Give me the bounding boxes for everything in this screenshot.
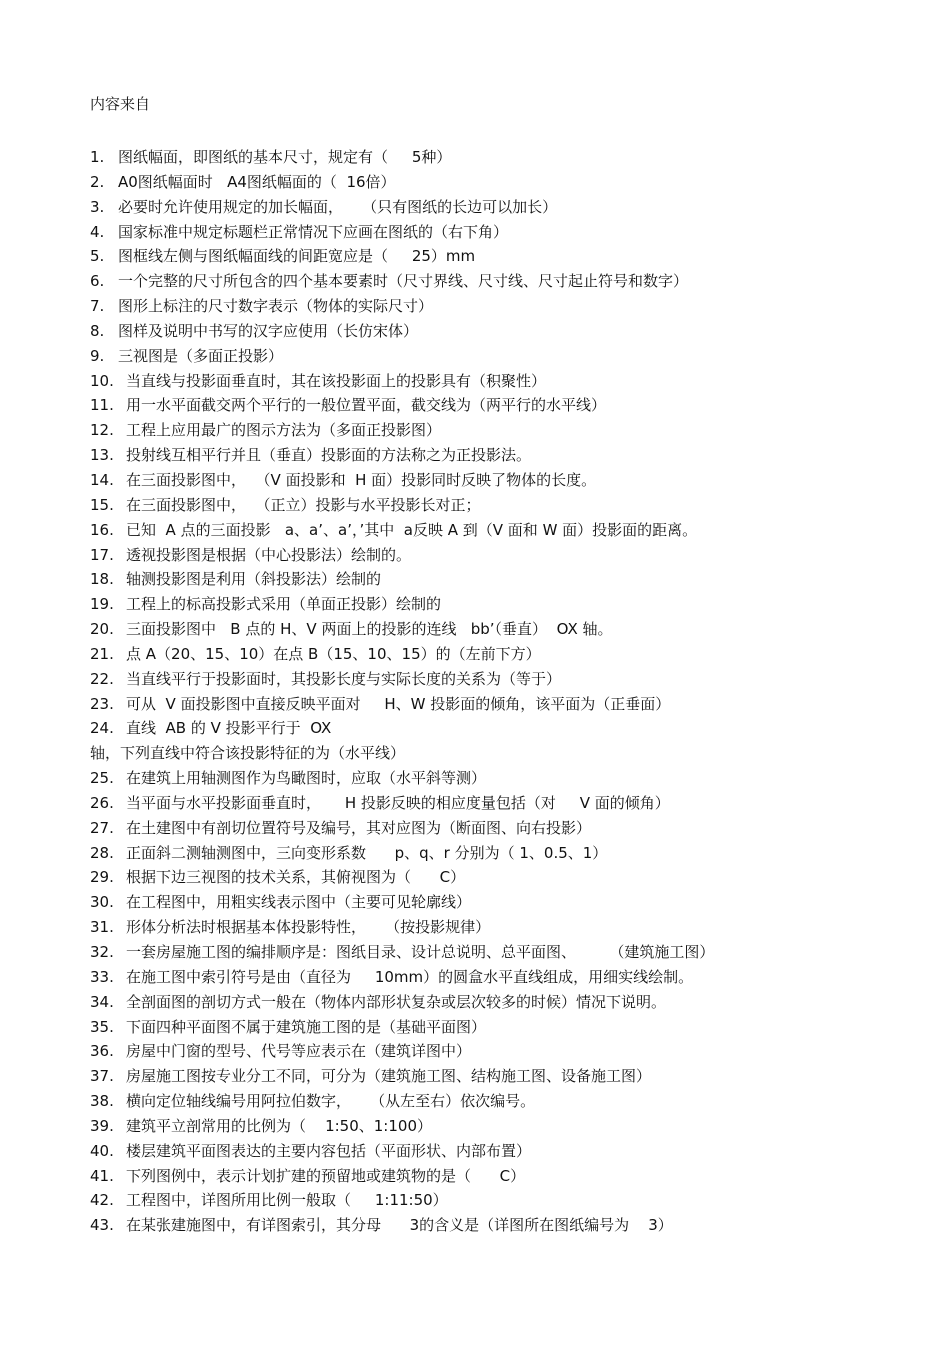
question-item	[90, 940, 930, 965]
question-text: 图形上标注的尺寸数字表示（物体的实际尺寸）	[118, 297, 434, 316]
question-number: 27.	[90, 818, 114, 837]
question-item	[90, 393, 930, 418]
question-text: 三面投影图中 B 点的 H、V 两面上的投影的连线 bb’（垂直） OX 轴。	[126, 620, 613, 639]
question-number: 23.	[90, 694, 114, 713]
question-text: A0图纸幅面时 A4图纸幅面的（ 16倍）	[118, 172, 396, 191]
question-number: 12.	[90, 421, 114, 440]
question-number: 7.	[90, 297, 105, 316]
question-number: 41.	[90, 1166, 114, 1185]
question-item	[90, 890, 930, 915]
question-text: 在某张建施图中，有详图索引，其分母 3的含义是（详图所在图纸编号为 3）	[126, 1216, 673, 1235]
question-text: 房屋施工图按专业分工不同，可分为（建筑施工图、结构施工图、设备施工图）	[126, 1067, 652, 1086]
question-text: 在工程图中，用粗实线表示图中（主要可见轮廓线）	[126, 893, 472, 912]
question-item	[90, 1213, 930, 1238]
question-item	[90, 518, 930, 543]
question-text: 直线 AB 的 V 投影平行于 OX	[126, 719, 332, 738]
question-text: 一套房屋施工图的编排顺序是：图纸目录、设计总说明、总平面图、 （建筑施工图）	[126, 943, 715, 961]
question-number: 26.	[90, 793, 114, 812]
question-number: 11.	[90, 396, 114, 415]
question-list	[90, 145, 930, 1238]
question-text: 必要时允许使用规定的加长幅面， （只有图纸的长边可以加长）	[118, 197, 558, 216]
question-number: 13.	[90, 446, 114, 465]
question-text: 正面斜二测轴测图中，三向变形系数 p、q、r 分别为（ 1、0.5、1）	[126, 843, 608, 862]
question-number: 20.	[90, 620, 114, 639]
question-number: 42.	[90, 1191, 114, 1210]
question-item	[90, 667, 930, 692]
question-text: 轴，下列直线中符合该投影特征的为（水平线）	[90, 744, 406, 763]
question-item	[90, 195, 930, 220]
question-item	[90, 244, 930, 269]
question-item	[90, 816, 930, 841]
question-number: 33.	[90, 967, 114, 986]
question-number: 16.	[90, 520, 114, 539]
question-text: 建筑平立剖常用的比例为（ 1:50、1:100）	[126, 1116, 432, 1135]
question-text: 可从 V 面投影图中直接反映平面对 H、W 投影面的倾角，该平面为（正垂面）	[126, 694, 671, 713]
question-item	[90, 990, 930, 1015]
question-item	[90, 692, 930, 717]
question-item	[90, 1188, 930, 1213]
question-text: 当平面与水平投影面垂直时， H 投影反映的相应度量包括（对 V 面的倾角）	[126, 793, 670, 812]
question-number: 2.	[90, 172, 105, 191]
question-item	[90, 791, 930, 816]
question-number: 5.	[90, 247, 105, 266]
question-item	[90, 865, 930, 890]
question-item	[90, 220, 930, 245]
question-item	[90, 493, 930, 518]
question-number: 9.	[90, 346, 105, 365]
question-text: 投射线互相平行并且（垂直）投影面的方法称之为正投影法。	[126, 446, 532, 465]
question-text: 图样及说明中书写的汉字应使用（长仿宋体）	[118, 321, 419, 340]
question-number: 8.	[90, 321, 105, 340]
question-item	[90, 716, 930, 741]
question-number: 29.	[90, 868, 114, 887]
question-item	[90, 741, 930, 766]
question-number: 34.	[90, 992, 114, 1011]
question-number: 37.	[90, 1067, 114, 1086]
question-text: 当直线平行于投影面时，其投影长度与实际长度的关系为（等于）	[126, 669, 562, 688]
question-text: 工程上应用最广的图示方法为（多面正投影图）	[126, 421, 442, 440]
question-text: 国家标准中规定标题栏正常情况下应画在图纸的（右下角）	[118, 222, 509, 241]
question-item	[90, 1064, 930, 1089]
question-item	[90, 567, 930, 592]
question-number: 30.	[90, 893, 114, 912]
question-number: 10.	[90, 371, 114, 390]
question-item	[90, 443, 930, 468]
question-item	[90, 965, 930, 990]
question-item	[90, 1164, 930, 1189]
question-text: 在三面投影图中， （正立）投影与水平投影长对正；	[126, 495, 481, 514]
question-text: 工程上的标高投影式采用（单面正投影）绘制的	[126, 595, 442, 614]
question-number: 24.	[90, 719, 114, 738]
question-text: 下列图例中，表示计划扩建的预留地或建筑物的是（ C）	[126, 1166, 526, 1185]
question-item	[90, 841, 930, 866]
question-text: 轴测投影图是利用（斜投影法）绘制的	[126, 570, 382, 589]
question-item	[90, 418, 930, 443]
question-number: 31.	[90, 918, 114, 937]
question-text: 在建筑上用轴测图作为鸟瞰图时，应取（水平斜等测）	[126, 769, 487, 788]
question-number: 18.	[90, 570, 114, 589]
question-text: 图纸幅面，即图纸的基本尺寸，规定有（ 5种）	[118, 148, 452, 166]
question-number: 28.	[90, 843, 114, 862]
question-number: 38.	[90, 1092, 114, 1111]
question-item	[90, 145, 930, 170]
question-number: 35.	[90, 1017, 114, 1036]
question-text: 形体分析法时根据基本体投影特性， （按投影规律）	[126, 918, 491, 937]
question-item	[90, 1039, 930, 1064]
question-number: 15.	[90, 495, 114, 514]
question-text: 透视投影图是根据（中心投影法）绘制的。	[126, 545, 412, 564]
question-item	[90, 617, 930, 642]
question-number: 43.	[90, 1216, 114, 1235]
question-item	[90, 915, 930, 940]
question-text: 下面四种平面图不属于建筑施工图的是（基础平面图）	[126, 1017, 487, 1036]
question-text: 工程图中，详图所用比例一般取（ 1:11:50）	[126, 1191, 448, 1210]
question-item	[90, 592, 930, 617]
question-text: 在土建图中有剖切位置符号及编号，其对应图为（断面图、向右投影）	[126, 818, 592, 837]
question-number: 40.	[90, 1141, 114, 1160]
question-text: 当直线与投影面垂直时，其在该投影面上的投影具有（积聚性）	[126, 371, 547, 390]
question-number: 25.	[90, 769, 114, 788]
question-item	[90, 344, 930, 369]
question-text: 根据下边三视图的技术关系，其俯视图为（ C）	[126, 868, 466, 887]
question-text: 全剖面图的剖切方式一般在（物体内部形状复杂或层次较多的时候）情况下说明。	[126, 992, 667, 1011]
question-text: 横向定位轴线编号用阿拉伯数字， （从左至右）依次编号。	[126, 1092, 536, 1111]
question-number: 36.	[90, 1042, 114, 1061]
question-item	[90, 369, 930, 394]
question-number: 22.	[90, 669, 114, 688]
question-item	[90, 1015, 930, 1040]
question-item	[90, 543, 930, 568]
question-item	[90, 269, 930, 294]
question-item	[90, 1114, 930, 1139]
question-number: 6.	[90, 272, 105, 291]
document-header: 内容来自	[90, 95, 151, 113]
question-text: 在施工图中索引符号是由（直径为 10mm）的圆盒水平直线组成，用细实线绘制。	[126, 967, 694, 986]
question-number: 19.	[90, 595, 114, 614]
question-number: 1.	[90, 148, 105, 166]
question-text: 楼层建筑平面图表达的主要内容包括（平面形状、内部布置）	[126, 1141, 532, 1160]
question-number: 14.	[90, 470, 114, 489]
question-item	[90, 170, 930, 195]
question-number: 39.	[90, 1116, 114, 1135]
question-item	[90, 642, 930, 667]
question-number: 17.	[90, 545, 114, 564]
question-text: 点 A（20、15、10）在点 B（15、10、15）的（左前下方）	[126, 644, 541, 663]
question-item	[90, 294, 930, 319]
question-number: 21.	[90, 644, 114, 663]
question-text: 一个完整的尺寸所包含的四个基本要素时（尺寸界线、尺寸线、尺寸起止符号和数字）	[118, 272, 689, 291]
question-text: 图框线左侧与图纸幅面线的间距宽应是（ 25）mm	[118, 247, 476, 266]
question-item	[90, 468, 930, 493]
question-text: 三视图是（多面正投影）	[118, 346, 284, 365]
question-item	[90, 766, 930, 791]
question-text: 用一水平面截交两个平行的一般位置平面，截交线为（两平行的水平线）	[126, 396, 607, 415]
question-item	[90, 1139, 930, 1164]
question-item	[90, 319, 930, 344]
question-text: 在三面投影图中， （V 面投影和 H 面）投影同时反映了物体的长度。	[126, 470, 597, 489]
question-number: 4.	[90, 222, 105, 241]
question-number: 32.	[90, 943, 114, 961]
question-text: 房屋中门窗的型号、代号等应表示在（建筑详图中）	[126, 1042, 472, 1061]
question-number: 3.	[90, 197, 105, 216]
question-item	[90, 1089, 930, 1114]
question-text: 已知 A 点的三面投影 a、a’、a’，’其中 a反映 A 到（V 面和 W 面）投影面的距离。	[126, 520, 698, 539]
